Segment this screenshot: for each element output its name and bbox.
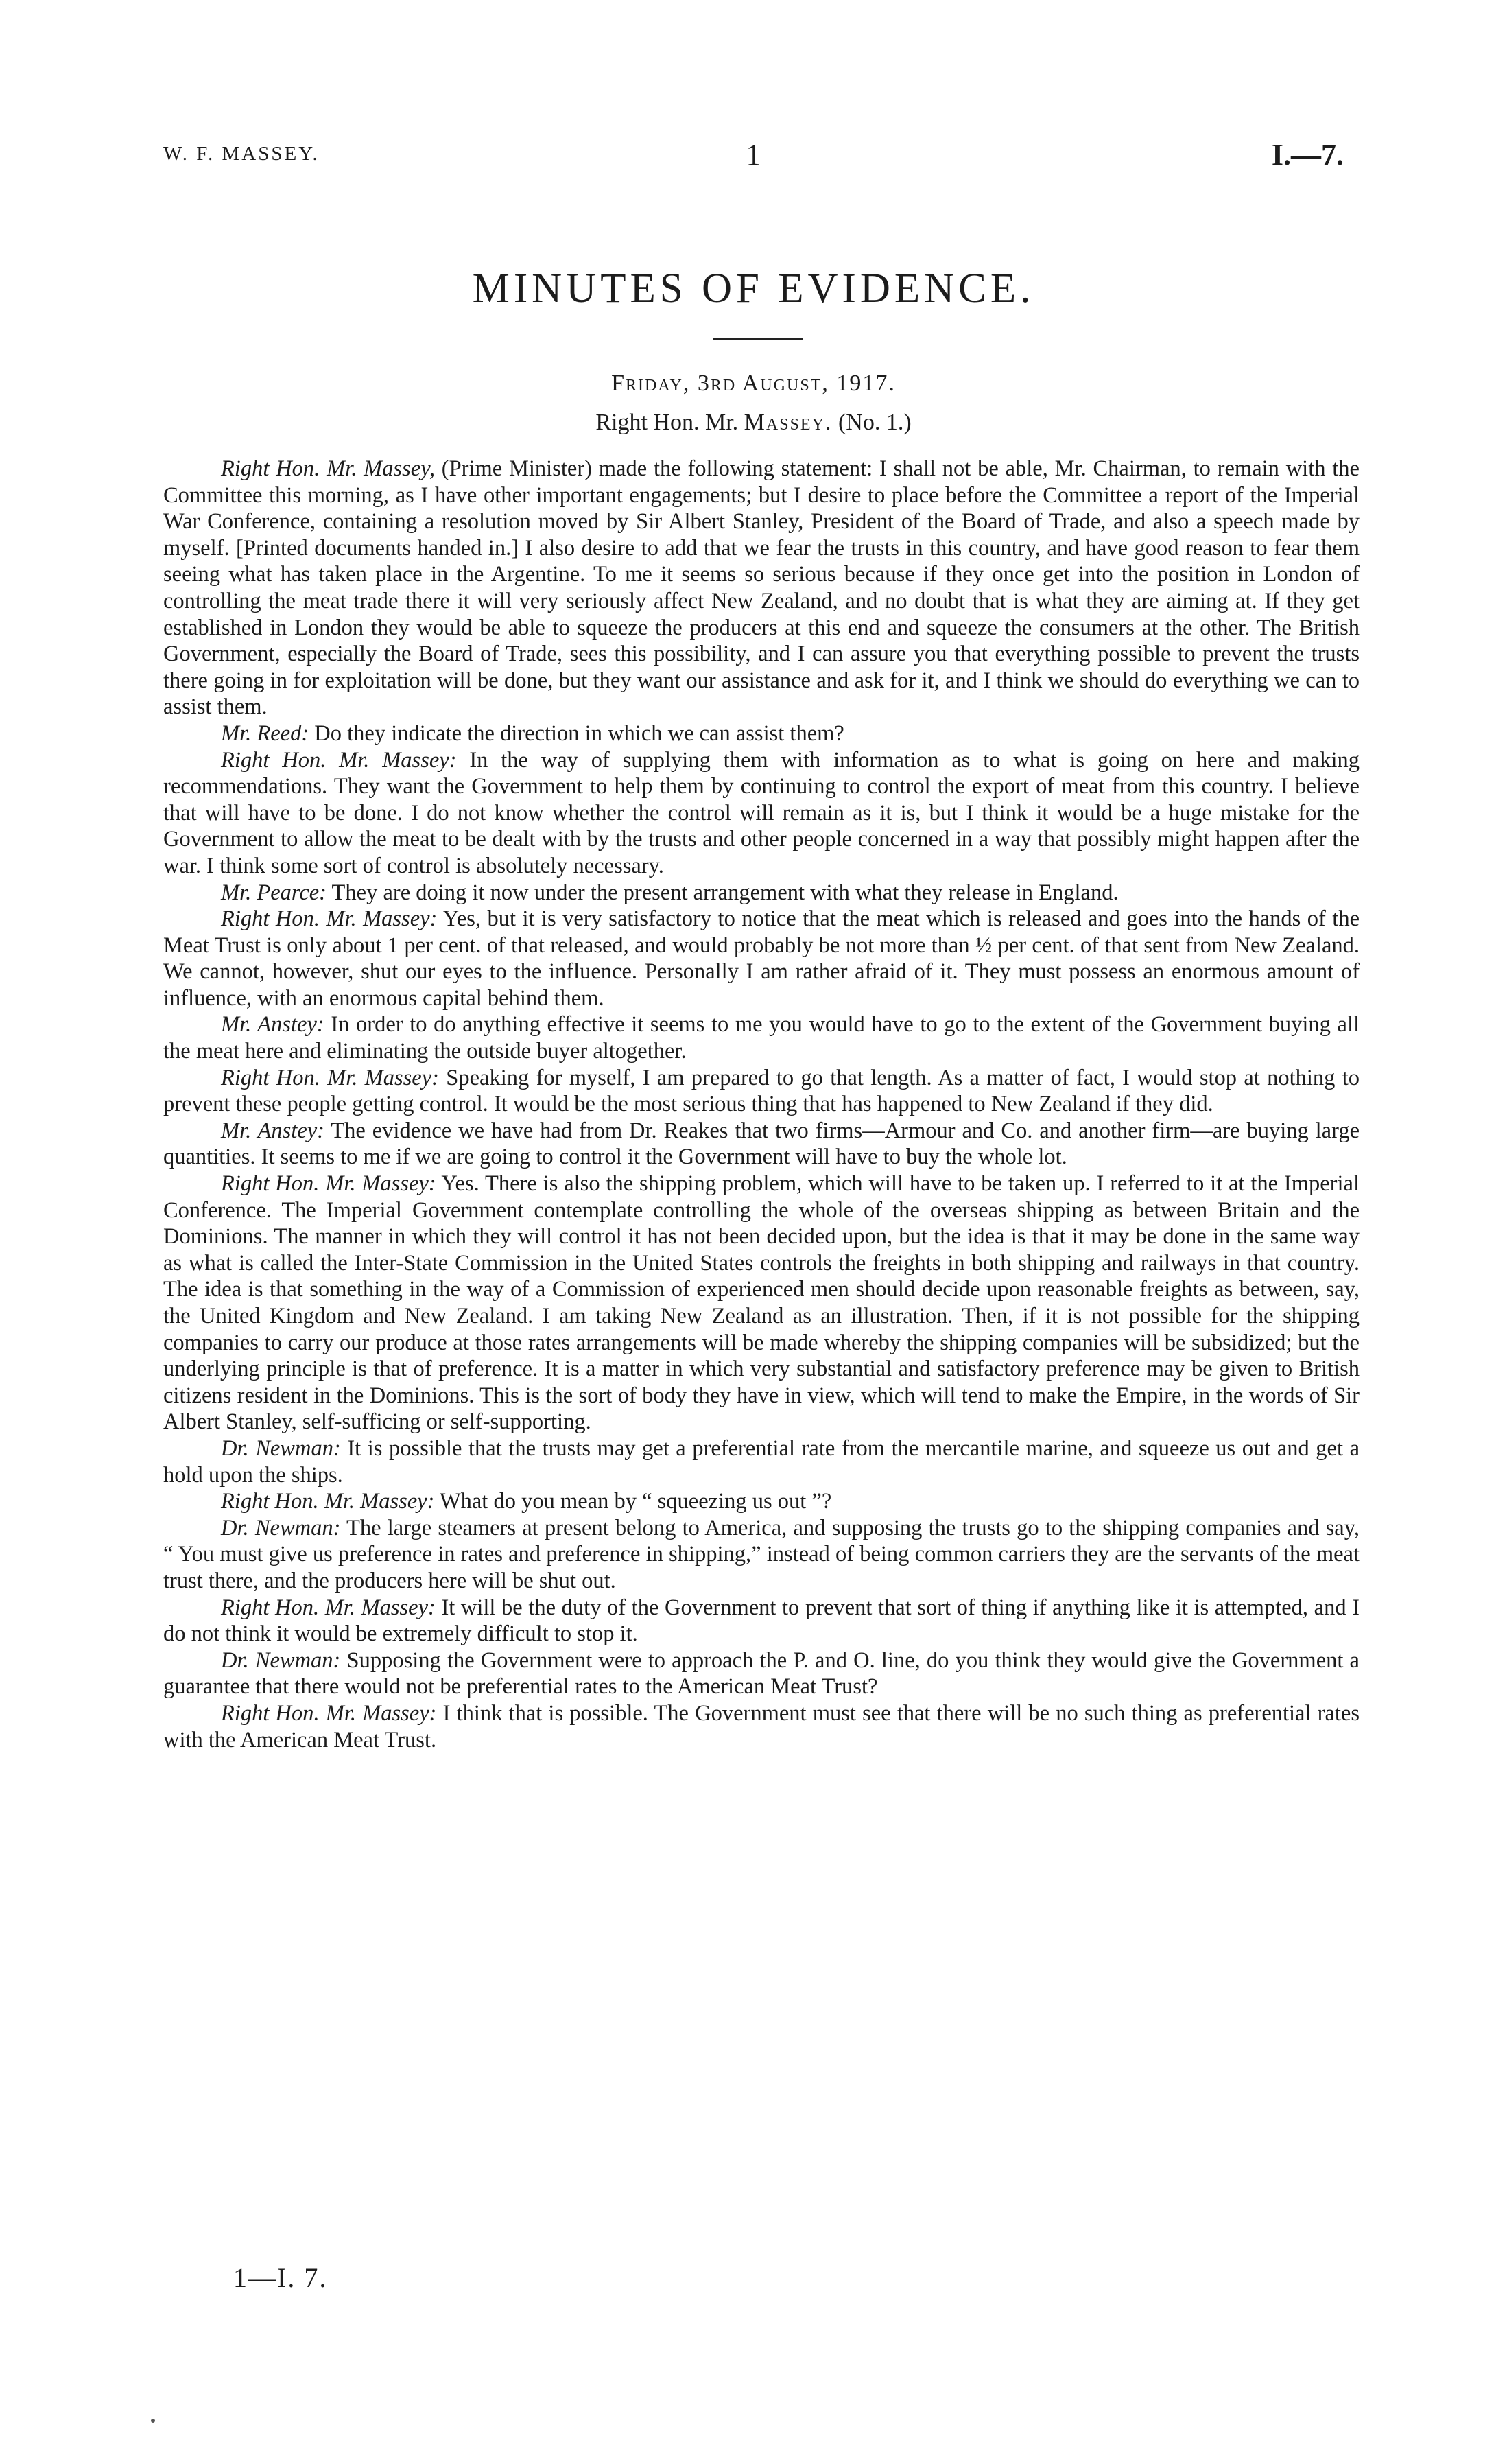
title-divider [713,338,803,340]
witness-name: Massey. [744,410,833,435]
speaker-name: Dr. Newman: [221,1435,341,1461]
speech-text: Speaking for myself, I am prepared to go that length. As a matter of fact, I would stop at nothing to prevent these people getting control. It would be the most serious thing that has happened to New Zealand if they did. [163,1065,1360,1117]
print-speck [151,2419,155,2423]
evidence-paragraph [163,720,1360,747]
evidence-paragraph [163,1011,1360,1064]
speaker-name: Dr. Newman: [221,1647,341,1673]
speaker-name: Dr. Newman: [221,1515,341,1540]
speech-text: In the way of supplying them with information as to what is going on here and making recommendations. They want the Government to help them by continuing to control the export of meat from this country. I believe that will have to be done. I do not know whether the control will remain as it is, but I think it would be a huge mistake for the Government to allow the meat to be dealt with by the trusts and other people concerned in a way that possibly might happen after the war. I think some sort of control is absolutely necessary. [163,747,1360,878]
document-title: MINUTES OF EVIDENCE. [472,266,1035,312]
speech-text: Supposing the Government were to approach the P. and O. line, do you think they would give the Government a guarantee that there would not be preferential rates to the American Meat Trust? [163,1647,1360,1700]
speaker-name: Mr. Reed: [221,720,309,746]
speech-text: Yes, but it is very satisfactory to notice that the meat which is released and goes into the hands of the Meat Trust is only about 1 per cent. of that released, and would probably be not more than ½ per cent. of that sent from New Zealand. We cannot, however, shut our eyes to the influence. Personally I am rather afraid of it. They must possess an enormous amount of influence, with an enormous capital behind them. [163,906,1360,1011]
speaker-name: Right Hon. Mr. Massey, [221,456,435,481]
evidence-paragraph [163,1595,1360,1647]
witness-heading [0,410,1507,436]
speech-text: Do they indicate the direction in which we can assist them? [309,720,844,746]
evidence-body [163,456,1360,1753]
evidence-paragraph [163,1065,1360,1118]
header-author: W. F. MASSEY. [163,143,320,165]
speech-text: What do you mean by “ squeezing us out ”? [434,1489,832,1514]
evidence-paragraph [163,1647,1360,1700]
speaker-name: Right Hon. Mr. Massey: [221,1065,439,1090]
evidence-paragraph [163,456,1360,720]
page-number: 1 [746,138,761,172]
speech-text: (Prime Minister) made the following statement: I shall not be able, Mr. Chairman, to remain with the Committee this morning, as I have other important engagements; but I desire to place before the Committee a report of the Imperial War Conference, containing a resolution moved by Sir Albert Stanley, President of the Board of Trade, and also a speech made by myself. [Printed documents handed in.] I also desire to add that we fear the trusts in this country, and have good reason to fear them seeing what has taken place in the Argentine. To me it seems so serious because if they once get into the position in London of controlling the meat trade there it will very seriously affect New Zealand, and no doubt that is what they are aiming at. If they get established in London they would be able to squeeze the producers at this end and squeeze the consumers at the other. The British Government, especially the Board of Trade, sees this possibility, and I can assure you that everything possible to prevent the trusts there going in for exploitation will be done, but they want our assistance and ask for it, and I think we should do everything we can to assist them. [163,456,1360,720]
speaker-name: Mr. Pearce: [221,880,327,905]
speech-text: They are doing it now under the present arrangement with what they release in England. [327,880,1119,905]
speech-text: In order to do anything effective it seems to me you would have to go to the extent of the Government buying all the meat here and eliminating the outside buyer altogether. [163,1012,1360,1064]
evidence-paragraph [163,1171,1360,1435]
speaker-name: Right Hon. Mr. Massey: [221,906,438,932]
evidence-paragraph [163,1488,1360,1515]
evidence-paragraph [163,1700,1360,1753]
evidence-paragraph [163,880,1360,906]
speaker-name: Right Hon. Mr. Massey: [221,1489,435,1514]
evidence-paragraph [163,906,1360,1011]
speaker-name: Mr. Anstey: [221,1118,325,1143]
speech-text: The large steamers at present belong to America, and supposing the trusts go to the shipping companies and say, “ You must give us preference in rates and preference in shipping,” instead of being common carriers they are the servants of the meat trust there, and the producers here will be shut out. [163,1515,1360,1593]
speech-text: I think that is possible. The Government must see that there will be no such thing as preferential rates with the American Meat Trust. [163,1700,1360,1752]
speaker-name: Right Hon. Mr. Massey: [221,1171,436,1197]
page-header [163,137,1344,178]
evidence-paragraph [163,747,1360,880]
speaker-name: Mr. Anstey: [221,1012,324,1037]
speaker-name: Right Hon. Mr. Massey: [221,1700,437,1726]
witness-prefix: Right Hon. Mr. [595,410,739,435]
speaker-name: Right Hon. Mr. Massey: [221,1595,436,1620]
witness-number: (No. 1.) [838,410,912,435]
speech-text: The evidence we have had from Dr. Reakes that two firms—Armour and Co. and another firm—are buying large quantities. It seems to me if we are going to control it the Government will have to buy the whole lot. [163,1118,1360,1170]
evidence-paragraph [163,1515,1360,1595]
sitting-date: Friday, 3rd August, 1917. [611,371,896,396]
evidence-paragraph [163,1118,1360,1171]
speech-text: Yes. There is also the shipping problem, which will have to be taken up. I referred to it at the Imperial Conference. The Imperial Government contemplate controlling the whole of the overseas shipping as between Britain and the Dominions. The manner in which they will control it has not been decided upon, but the idea is that it may be done in the same way as what is called the Inter-State Commission in the United States controls the freights in both shipping and railways in that country. The idea is that something in the way of a Commission of experienced men should decide upon reasonable freights as between, say, the United Kingdom and New Zealand. I am taking New Zealand as an illustration. Then, if it is not possible for the shipping companies to carry our produce at those rates arrangements will be made whereby the shipping companies will be subsidized; but the underlying principle is that of preference. It is a matter in which very substantial and satisfactory preference may be given to British citizens resident in the Dominions. This is the sort of body they have in view, which will tend to make the Empire, in the words of Sir Albert Stanley, self-sufficing or self-supporting. [163,1171,1360,1435]
speaker-name: Right Hon. Mr. Massey: [221,747,457,773]
paper-reference: I.—7. [1271,138,1344,172]
signature-footer: 1—I. 7. [233,2262,328,2293]
speech-text: It is possible that the trusts may get a preferential rate from the mercantile marine, and squeeze us out and get a hold upon the ships. [163,1435,1360,1488]
evidence-paragraph [163,1435,1360,1488]
speech-text: It will be the duty of the Government to prevent that sort of thing if anything like it is attempted, and I do not think it would be extremely difficult to stop it. [163,1595,1360,1647]
